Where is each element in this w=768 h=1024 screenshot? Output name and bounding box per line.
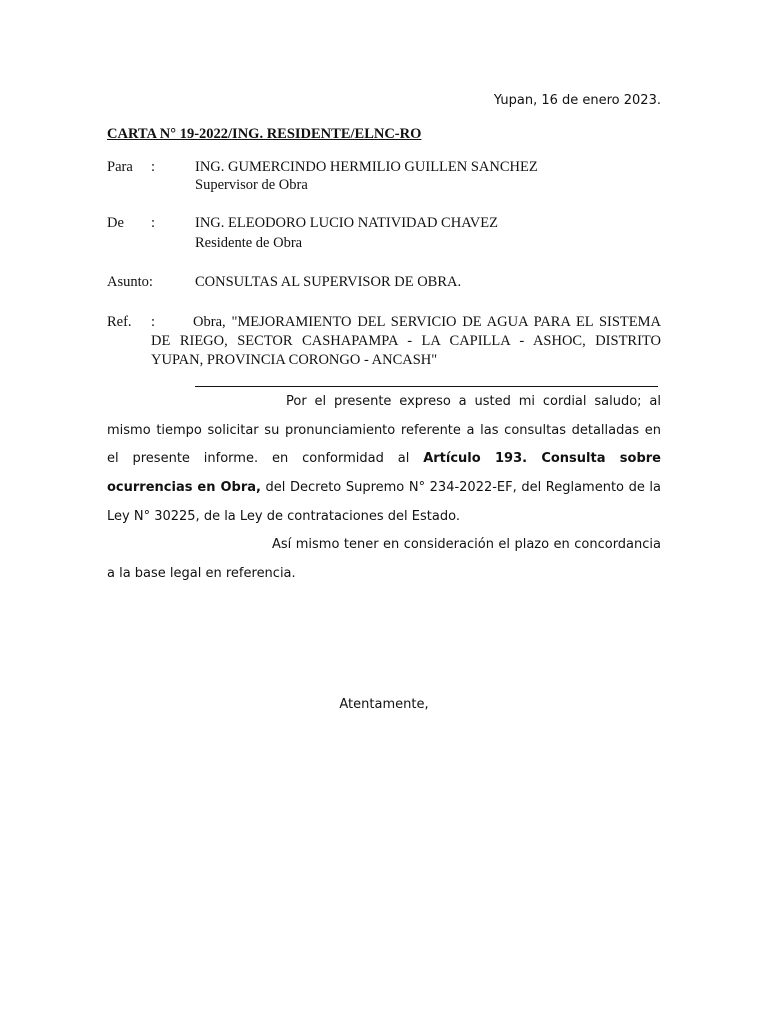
closing: Atentamente, — [339, 697, 429, 712]
body-p1-text-end: del Decreto Supremo N° 234-2022-EF, del Reglamento de la Ley N° 30225, de la Ley de contrataciones del Estado. — [107, 480, 662, 524]
letter-date: Yupan, 16 de enero 2023. — [493, 93, 661, 108]
body-p2-text: Así mismo tener en consideración el plazo en concordancia a la base legal en referencia. — [107, 537, 661, 581]
de-name: ING. ELEODORO LUCIO NATIVIDAD CHAVEZ — [195, 215, 498, 231]
ref-colon: : — [151, 314, 156, 330]
separator-line — [195, 386, 658, 387]
asunto-label: Asunto: — [107, 274, 153, 290]
ref-label: Ref. — [107, 314, 132, 330]
para-colon: : — [151, 159, 156, 175]
letter-title: CARTA N° 19-2022/ING. RESIDENTE/ELNC-RO — [107, 126, 422, 142]
ref-text: Obra, "MEJORAMIENTO DEL SERVICIO DE AGUA PARA EL SISTEMA DE RIEGO, SECTOR CASHAPAMPA - LA CAPILLA - ASHOC, DISTRITO YUPAN, PROVINCIA CORONGO - ANCASH" — [151, 314, 661, 368]
para-label: Para — [107, 159, 133, 175]
body-paragraph-2 — [107, 531, 661, 588]
body-p1-text: Por el presente expreso a usted mi cordial saludo; al mismo tiempo solicitar su pronunciamiento referente a las consultas detalladas en el presente informe. en conformidad al — [107, 394, 661, 467]
body-p1-bold: Artículo 193. Consulta sobre ocurrencias en Obra, — [107, 451, 661, 496]
asunto-text: CONSULTAS AL SUPERVISOR DE OBRA. — [195, 274, 462, 290]
de-role: Residente de Obra — [195, 235, 303, 251]
para-name: ING. GUMERCINDO HERMILIO GUILLEN SANCHEZ — [195, 159, 538, 175]
de-colon: : — [151, 215, 156, 231]
para-role: Supervisor de Obra — [195, 177, 308, 193]
ref-text-block — [151, 313, 661, 370]
de-label: De — [107, 215, 124, 231]
body-paragraph-1 — [107, 388, 661, 532]
